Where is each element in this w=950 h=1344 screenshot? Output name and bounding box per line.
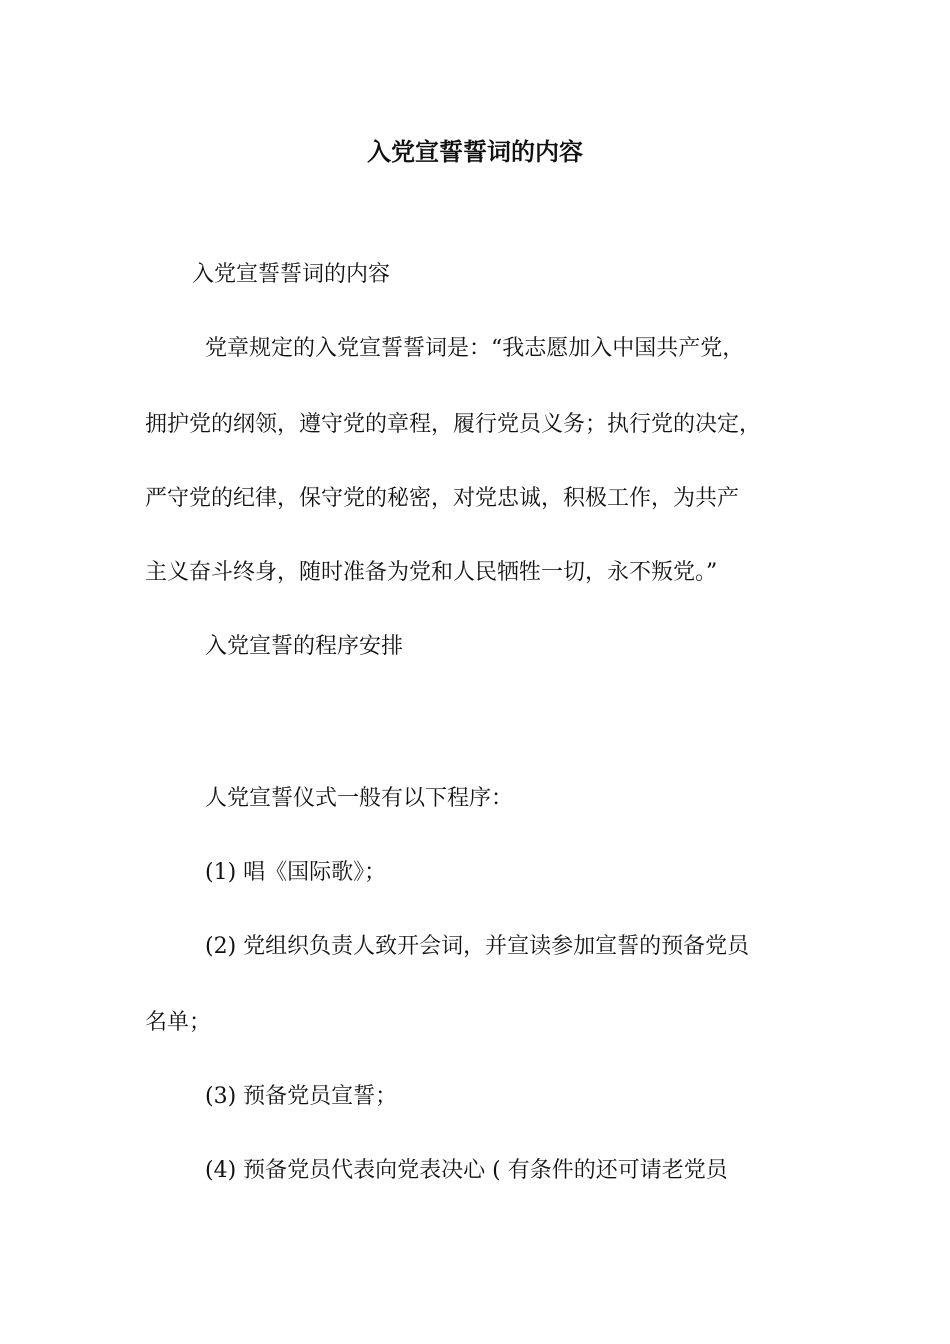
oath-paragraph-line-4: 主义奋斗终身，随时准备为党和人民牺牲一切，永不叛党。” bbox=[145, 560, 718, 585]
procedure-step-4: (4) 预备党员代表向党表决心 ( 有条件的还可请老党员 bbox=[205, 1158, 728, 1183]
procedure-step-1: (1) 唱《国际歌》； bbox=[205, 860, 387, 885]
document-title: 入党宣誓誓词的内容 bbox=[367, 137, 583, 166]
oath-paragraph-line-2: 拥护党的纲领，遵守党的章程，履行党员义务；执行党的决定， bbox=[145, 412, 762, 437]
section-heading-oath: 入党宣誓誓词的内容 bbox=[192, 262, 391, 287]
procedure-intro: 人党宣誓仪式一般有以下程序： bbox=[205, 786, 514, 811]
oath-paragraph-line-3: 严守党的纪律，保守党的秘密，对党忠诚，积极工作，为共产 bbox=[145, 486, 740, 511]
oath-paragraph-line-1: 党章规定的入党宣誓誓词是：“我志愿加入中国共产党， bbox=[205, 336, 745, 361]
procedure-step-2-line-1: (2) 党组织负责人致开会词，并宣读参加宣誓的预备党员 bbox=[205, 934, 750, 959]
procedure-step-3: (3) 预备党员宣誓； bbox=[205, 1084, 398, 1109]
section-heading-procedure: 入党宣誓的程序安排 bbox=[205, 634, 404, 659]
procedure-step-2-line-2: 名单； bbox=[145, 1010, 212, 1035]
